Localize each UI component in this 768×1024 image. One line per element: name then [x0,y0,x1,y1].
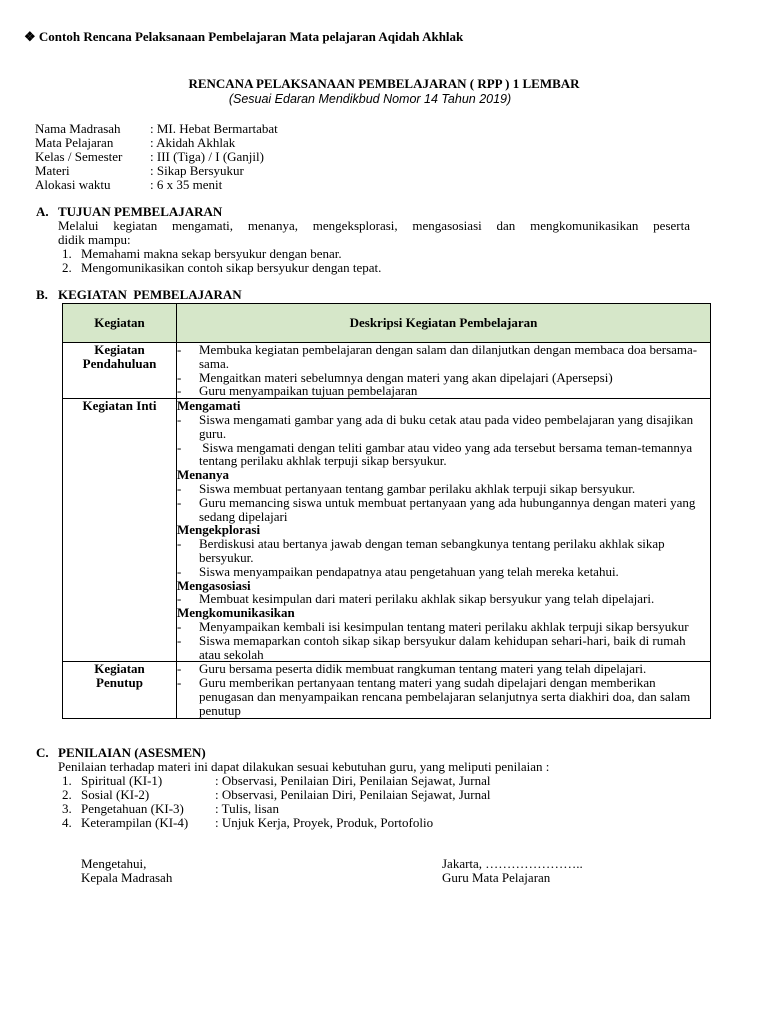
table-header-row [63,304,711,343]
list-item [177,592,710,606]
assessment-label: Keterampilan (KI-4) [81,815,189,830]
identity-label: Materi [35,163,70,178]
list-item [177,496,710,524]
kegiatan-penutup-label [63,662,177,718]
list-item-text: Guru menyampaikan tujuan pembelajaran [199,383,418,399]
header-kegiatan: Kegiatan [63,304,177,343]
label-line: Penutup [96,675,143,691]
identity-value: : Akidah Akhlak [150,135,236,150]
section-b-letter: B. [36,287,48,302]
list-item-text: Guru memberikan pertanyaan tentang materi yang sudah dipelajari dengan memberikan penugasan dan menyampaikan rencana pembelajaran selanjutnya serta diakhiri doa, dan salam penutup [199,675,691,718]
rpp-subheading: (Sesuai Edaran Mendikbud Nomor 14 Tahun 2019) [228,92,512,106]
list-item-text: Mengaitkan materi sebelumnya dengan materi yang akan dipelajari (Apersepsi) [199,369,613,385]
list-item-text: Membuka kegiatan pembelajaran dengan salam dan dilanjutkan dengan membaca doa bersama-sama. [199,342,698,371]
assessment-label: Pengetahuan (KI-3) [81,801,184,816]
assessment-number: 2. [62,787,72,802]
dash-bullet: - [177,480,182,496]
list-item-text: Menyampaikan kembali isi kesimpulan tentang materi perilaku akhlak terpuji sikap bersyukur [199,618,689,634]
dash-bullet: - [177,591,182,607]
section-a-letter: A. [36,204,49,219]
assessment-value: : Tulis, lisan [215,801,279,816]
assessment-number: 3. [62,801,72,816]
list-item [177,482,710,496]
objective-number: 2. [62,260,72,275]
document-title [24,30,463,44]
list-item-text: Siswa menyampaikan pendapatnya atau pengetahuan yang telah mereka ketahui. [199,563,619,579]
list-item-text: Membuat kesimpulan dari materi perilaku akhlak sikap bersyukur yang telah dipelajari. [199,591,655,607]
pendahuluan-description [177,343,711,399]
label-line: Kegiatan [94,342,145,357]
assessment-value: : Unjuk Kerja, Proyek, Produk, Portofolio [215,815,434,830]
section-a-intro-cont: didik mampu: [58,232,131,247]
header-deskripsi: Deskripsi Kegiatan Pembelajaran [177,304,711,343]
dash-bullet: - [177,342,182,357]
dash-bullet: - [177,369,182,385]
assessment-value: : Observasi, Penilaian Diri, Penilaian Sejawat, Jurnal [215,773,491,788]
penutup-description [177,662,711,718]
subheading-mengamati: Mengamati [177,398,241,414]
document-title-text: Contoh Rencana Pelaksanaan Pembelajaran Mata pelajaran Aqidah Akhlak [38,29,464,44]
subheading-mengasosiasi: Mengasosiasi [177,577,251,593]
identity-value: : III (Tiga) / I (Ganjil) [150,149,264,164]
identity-label: Kelas / Semester [35,149,123,164]
section-c-letter: C. [36,745,49,760]
list-item-text: Siswa memaparkan contoh sikap sikap bersyukur dalam kehidupan sehari-hari, baik di rumah atau sekolah [199,632,686,662]
assessment-value: : Observasi, Penilaian Diri, Penilaian Sejawat, Jurnal [215,787,491,802]
dash-bullet: - [177,494,182,510]
table-row-inti [63,399,711,662]
assessment-label: Sosial (KI-2) [81,787,150,802]
identity-label: Nama Madrasah [35,121,121,136]
section-c-title: PENILAIAN (ASESMEN) [58,745,206,760]
list-item [177,441,710,469]
kegiatan-pendahuluan-label [63,343,177,399]
activity-table [62,303,711,719]
assessment-label: Spiritual (KI-1) [81,773,163,788]
signature-left-line-2: Kepala Madrasah [81,870,173,885]
list-item [177,620,710,634]
list-item [177,662,710,676]
identity-value: : Sikap Bersyukur [150,163,244,178]
signature-right-line-2: Guru Mata Pelajaran [442,870,551,885]
dash-bullet: - [177,383,182,399]
list-item-text: Berdiskusi atau bertanya jawab dengan teman sebangkunya tentang perilaku akhlak sikap bersyukur. [199,536,665,565]
list-item [177,384,710,398]
kegiatan-inti-label: Kegiatan Inti [63,399,177,662]
identity-value: : 6 x 35 menit [150,177,223,192]
objective-text: Memahami makna sekap bersyukur dengan benar. [81,246,342,261]
signature-left-line-1: Mengetahui, [81,856,147,871]
dash-bullet: - [177,563,182,579]
list-item-text: Siswa membuat pertanyaan tentang gambar perilaku akhlak terpuji sikap bersyukur. [199,480,636,496]
assessment-number: 1. [62,773,72,788]
list-item [177,634,710,662]
list-item [177,413,710,441]
list-item-text: Guru bersama peserta didik membuat rangkuman tentang materi yang telah dipelajari. [199,661,647,677]
list-item-text: Siswa mengamati dengan teliti gambar atau video yang ada tersebut bersama teman-temannya tentang perilaku akhlak terpuji sikap bersyukur. [199,439,696,469]
table-row-penutup [63,662,711,718]
list-item [177,537,710,565]
subheading-mengkomunikasikan: Mengkomunikasikan [177,605,295,621]
identity-value: : MI. Hebat Bermartabat [150,121,278,136]
list-item [177,371,710,385]
objective-text: Mengomunikasikan contoh sikap bersyukur dengan tepat. [81,260,382,275]
dash-bullet: - [177,632,182,648]
label-line: Pendahuluan [82,355,157,371]
inti-description [177,399,711,662]
section-a-title: TUJUAN PEMBELAJARAN [58,204,223,219]
list-item-text: Guru memancing siswa untuk membuat pertanyaan yang ada hubungannya dengan materi yang sedang dipelajari [199,494,696,524]
section-c-intro: Penilaian terhadap materi ini dapat dilakukan sesuai kebutuhan guru, yang meliputi penilaian : [58,759,550,774]
dash-bullet: - [177,675,182,691]
table-row-pendahuluan [63,343,711,399]
dash-bullet: - [177,439,182,455]
list-item-text: Siswa mengamati gambar yang ada di buku cetak atau pada video pembelajaran yang disajikan guru. [199,411,694,441]
diamond-bullet-icon: ❖ [24,29,36,44]
list-item [177,565,710,579]
list-item [177,676,710,717]
dash-bullet: - [177,661,182,677]
dash-bullet: - [177,618,182,634]
identity-label: Alokasi waktu [35,177,111,192]
dash-bullet: - [177,411,182,427]
rpp-heading: RENCANA PELAKSANAAN PEMBELAJARAN ( RPP ) 1 LEMBAR [188,76,580,91]
identity-label: Mata Pelajaran [35,135,114,150]
label-line: Kegiatan [94,661,145,677]
dash-bullet: - [177,536,182,552]
list-item [177,343,710,371]
assessment-number: 4. [62,815,72,830]
objective-number: 1. [62,246,72,261]
subheading-mengeksplorasi: Mengekplorasi [177,522,261,538]
signature-right-line-1: Jakarta, ………………….. [442,856,583,871]
subheading-menanya: Menanya [177,467,229,483]
section-b-title: KEGIATAN PEMBELAJARAN [58,287,242,302]
section-a-intro: Melalui kegiatan mengamati, menanya, mengeksplorasi, mengasosiasi dan mengkomunikasikan peserta [58,218,690,233]
